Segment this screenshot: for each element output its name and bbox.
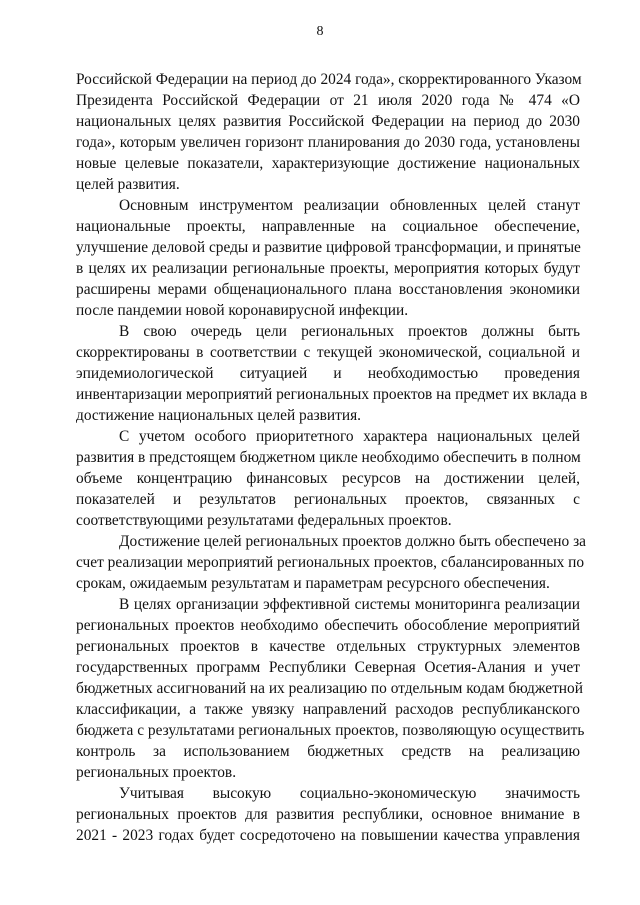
paragraph-line: бюджета с результатами региональных проектов, позволяющую осуществить bbox=[76, 722, 585, 739]
paragraph-line: новые целевые показатели, характеризующие достижение национальных bbox=[76, 155, 580, 172]
paragraph-line: классификации, а также увязку направлений расходов республиканского bbox=[76, 701, 580, 718]
paragraph-line: срокам, ожидаемым результатам и параметрам ресурсного обеспечения. bbox=[76, 575, 550, 592]
paragraph-line: Российской Федерации на период до 2024 года», скорректированного Указом bbox=[76, 71, 582, 88]
paragraph-line: развития в предстоящем бюджетном цикле необходимо обеспечить в полном bbox=[76, 449, 581, 466]
paragraph-line: Достижение целей региональных проектов должно быть обеспечено за bbox=[119, 533, 586, 550]
paragraph-line: Учитывая высокую социально-экономическую значимость bbox=[119, 785, 580, 802]
paragraph-line: В свою очередь цели региональных проектов должны быть bbox=[119, 323, 580, 340]
paragraph-line: С учетом особого приоритетного характера национальных целей bbox=[119, 428, 580, 445]
paragraph-line: улучшение деловой среды и развитие цифровой трансформации, и принятые bbox=[76, 239, 581, 256]
paragraph-line: 2021 - 2023 годах будет сосредоточено на повышении качества управления bbox=[76, 827, 580, 844]
paragraph-line: скорректированы в соответствии с текущей экономической, социальной и bbox=[76, 344, 580, 361]
paragraph-line: целей развития. bbox=[76, 176, 180, 193]
paragraph-line: года», которым увеличен горизонт планирования до 2030 года, установлены bbox=[76, 134, 580, 151]
paragraph-line: в целях их реализации региональные проекты, мероприятия которых будут bbox=[76, 260, 580, 277]
paragraph-line: контроль за использованием бюджетных средств на реализацию bbox=[76, 743, 580, 760]
paragraph-line: расширены мерами общенационального плана восстановления экономики bbox=[76, 281, 580, 298]
paragraph-line: после пандемии новой коронавирусной инфекции. bbox=[76, 302, 409, 319]
paragraph-line: показателей и результатов региональных проектов, связанных с bbox=[76, 491, 580, 508]
paragraph-line: Основным инструментом реализации обновленных целей станут bbox=[119, 197, 580, 214]
paragraph-line: национальные проекты, направленные на социальное обеспечение, bbox=[76, 218, 580, 235]
paragraph-line: эпидемиологической ситуацией и необходимостью проведения bbox=[76, 365, 580, 382]
paragraph-line: региональных проектов в качестве отдельных структурных элементов bbox=[76, 638, 580, 655]
paragraph-line: В целях организации эффективной системы мониторинга реализации bbox=[119, 596, 580, 613]
paragraph-line: объеме концентрацию финансовых ресурсов на достижении целей, bbox=[76, 470, 580, 487]
paragraph-line: инвентаризации мероприятий региональных проектов на предмет их вклада в bbox=[76, 386, 588, 403]
paragraph-line: государственных программ Республики Северная Осетия-Алания и учет bbox=[76, 659, 580, 676]
paragraph-line: региональных проектов необходимо обеспечить обособление мероприятий bbox=[76, 617, 580, 634]
paragraph-line: бюджетных ассигнований на их реализацию по отдельным кодам бюджетной bbox=[76, 680, 583, 697]
paragraph-line: соответствующими результатами федеральных проектов. bbox=[76, 512, 452, 529]
paragraph-line: Президента Российской Федерации от 21 июля 2020 года № 474 «О bbox=[76, 92, 580, 109]
paragraph-line: счет реализации мероприятий региональных проектов, сбалансированных по bbox=[76, 554, 585, 571]
paragraph-line: региональных проектов. bbox=[76, 764, 237, 781]
paragraph-line: достижение национальных целей развития. bbox=[76, 407, 362, 424]
paragraph-line: региональных проектов для развития республики, основное внимание в bbox=[76, 806, 580, 823]
paragraph-line: национальных целях развития Российской Федерации на период до 2030 bbox=[76, 113, 580, 130]
page-number: 8 bbox=[316, 24, 324, 39]
